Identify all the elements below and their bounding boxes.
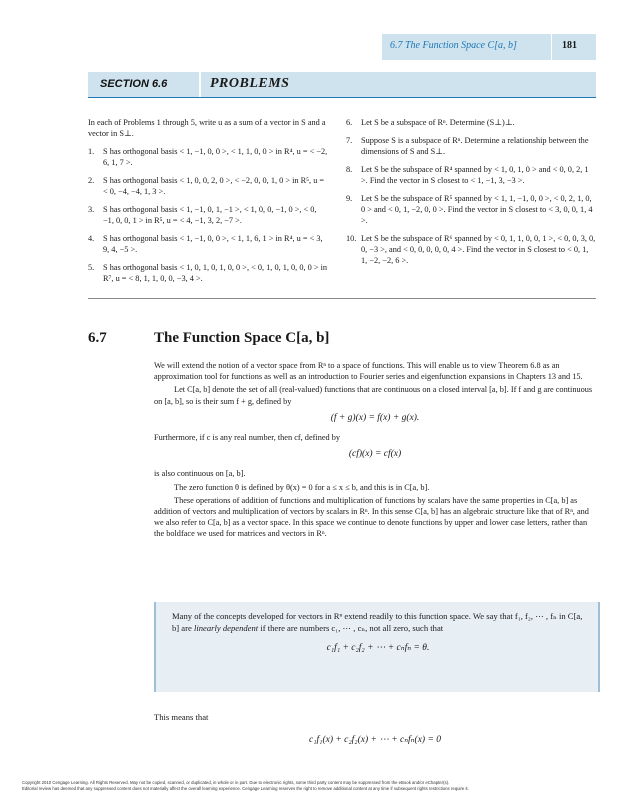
problem-item: 8. Let S be the subspace of R⁴ spanned by < 1, 0, 1, 0 > and < 0, 0, 2, 1 >. Find the vector in S closest to < 1, −1, 3, −3 >.: [346, 165, 589, 185]
banner-divider: [199, 72, 201, 97]
copyright-notice: Copyright 2010 Cengage Learning. All Rights Reserved. May not be copied, scanned, or duplicated, in whole or in part. Due to electronic rights, some third party content may be suppressed from the eBook and/or eChapter(s). Editorial review has deemed that any suppressed content does not materially affect the overall learning experience. Cengage Learning reserves the right to remove additional content at any time if subsequent rights restrictions require it.: [22, 780, 469, 791]
problem-item: 3. S has orthogonal basis < 1, −1, 0, 1, −1 >, < 1, 0, 0, −1, 0 >, < 0, −1, 0, 0, 1 > in R⁵, u = < 4, −1, 3, 2, −7 >.: [88, 205, 317, 225]
problem-item: 4. S has orthogonal basis < 1, −1, 0, 0 >, < 1, 1, 6, 1 > in R⁴, u = < 3, 9, 4, −5 >.: [88, 234, 323, 254]
equation: (f + g)(x) = f(x) + g(x).: [330, 412, 420, 423]
problems-left-column: [88, 117, 328, 291]
header-divider: [551, 34, 552, 60]
body-paragraph: is also continuous on [a, b].: [154, 469, 246, 479]
problem-item: 6. Let S be a subspace of Rⁿ. Determine (S⊥)⊥.: [346, 118, 515, 127]
problems-right-column: [346, 117, 596, 273]
problem-item: 9. Let S be the subspace of R⁵ spanned by < 1, 1, −1, 0, 0 >, < 0, 2, 1, 0, 0 > and < 0, 1, −2, 0, 0 >. Find the vector in S closest to < 3, 0, 0, 1, 4 >.: [346, 194, 593, 225]
page-number: 181: [562, 40, 577, 51]
running-header-title: 6.7 The Function Space C[a, b]: [390, 40, 517, 51]
problem-item: 2. S has orthogonal basis < 1, 0, 0, 2, 0 >, < −2, 0, 0, 1, 0 > in R⁵, u = < 0, −4, −4, 1, 3 >.: [88, 176, 325, 196]
body-paragraph: The zero function θ is defined by θ(x) = 0 for a ≤ x ≤ b, and this is in C[a, b].: [174, 482, 430, 492]
section-title: The Function Space C[a, b]: [154, 330, 330, 346]
body-paragraph: This means that: [154, 712, 209, 722]
section-number: 6.7: [88, 330, 107, 346]
equation: c₁f₁ + c₂f₂ + ⋯ + cₙfₙ = θ.: [326, 643, 430, 653]
problems-section-tag: SECTION 6.6: [100, 78, 168, 90]
body-paragraph: Furthermore, if c is any real number, then cf, defined by: [154, 433, 341, 443]
problems-intro: In each of Problems 1 through 5, write u as a sum of a vector in S and a vector in S⊥.: [88, 118, 326, 138]
problems-heading: PROBLEMS: [210, 76, 290, 91]
equation: (cf)(x) = cf(x): [348, 449, 402, 460]
problem-item: 5. S has orthogonal basis < 1, 0, 1, 0, 1, 0, 0 >, < 0, 1, 0, 1, 0, 0, 0 > in R⁷, u = < 8, 1, 1, 0, 0, −3, 4 >.: [88, 263, 328, 283]
problem-item: 7. Suppose S is a subspace of Rⁿ. Determine a relationship between the dimensions of S and S⊥.: [346, 136, 589, 156]
body-paragraph: Let C[a, b] denote the set of all (real-valued) functions that are continuous on a closed interval [a, b]. If f and g are continuous on [a, b], so is their sum f + g, defined by: [154, 385, 593, 406]
problem-item: 1. S has orthogonal basis < 1, −1, 0, 0 >, < 1, 1, 0, 0 > in R⁴, u = < −2, 6, 1, 7 >.: [88, 147, 328, 167]
definition-term: linearly dependent: [193, 622, 259, 633]
section-rule: [88, 298, 596, 299]
body-paragraph: These operations of addition of functions and multiplication of functions by scalars have the same properties in C[a, b] as addition of vectors and multiplication of vectors by scalars in Rⁿ. In this sense C[a, b] has an algebraic structure like that of Rⁿ, and we also refer to C[a, b] as a vector space. In this space we continue to denote functions by upper and lower case letters, rather than the boldface we used for matrices and vectors in Rⁿ.: [154, 495, 589, 539]
body-paragraph: We will extend the notion of a vector space from Rⁿ to a space of functions. This will enable us to view Theorem 6.8 as an approximation tool for functions as well as an introduction to Fourier series and eigenfunction expansions in Chapters 13 and 15.: [154, 361, 583, 382]
equation: c₁f₁(x) + c₂f₂(x) + ⋯ + cₙfₙ(x) = 0: [308, 735, 441, 745]
problem-item: 10. Let S be the subspace of R⁶ spanned by < 0, 1, 1, 0, 0, 1 >, < 0, 0, 3, 0, 0, −3 >, and < 0, 0, 0, 0, 0, 4 >. Find the vector in S closest to < 0, 1, 1, −2, −2, 6 >.: [346, 234, 596, 265]
definition-text: Many of the concepts developed for vectors in Rⁿ extend readily to this function space. We say that f₁, f₂, ⋯ , fₙ in C[a, b] are linearly dependent if there are numbers c₁, ⋯ , cₙ, not all zero, such that c₁f₁ + c₂f₂ + ⋯ + cₙfₙ = θ.: [172, 611, 583, 653]
section-body: [154, 360, 596, 542]
